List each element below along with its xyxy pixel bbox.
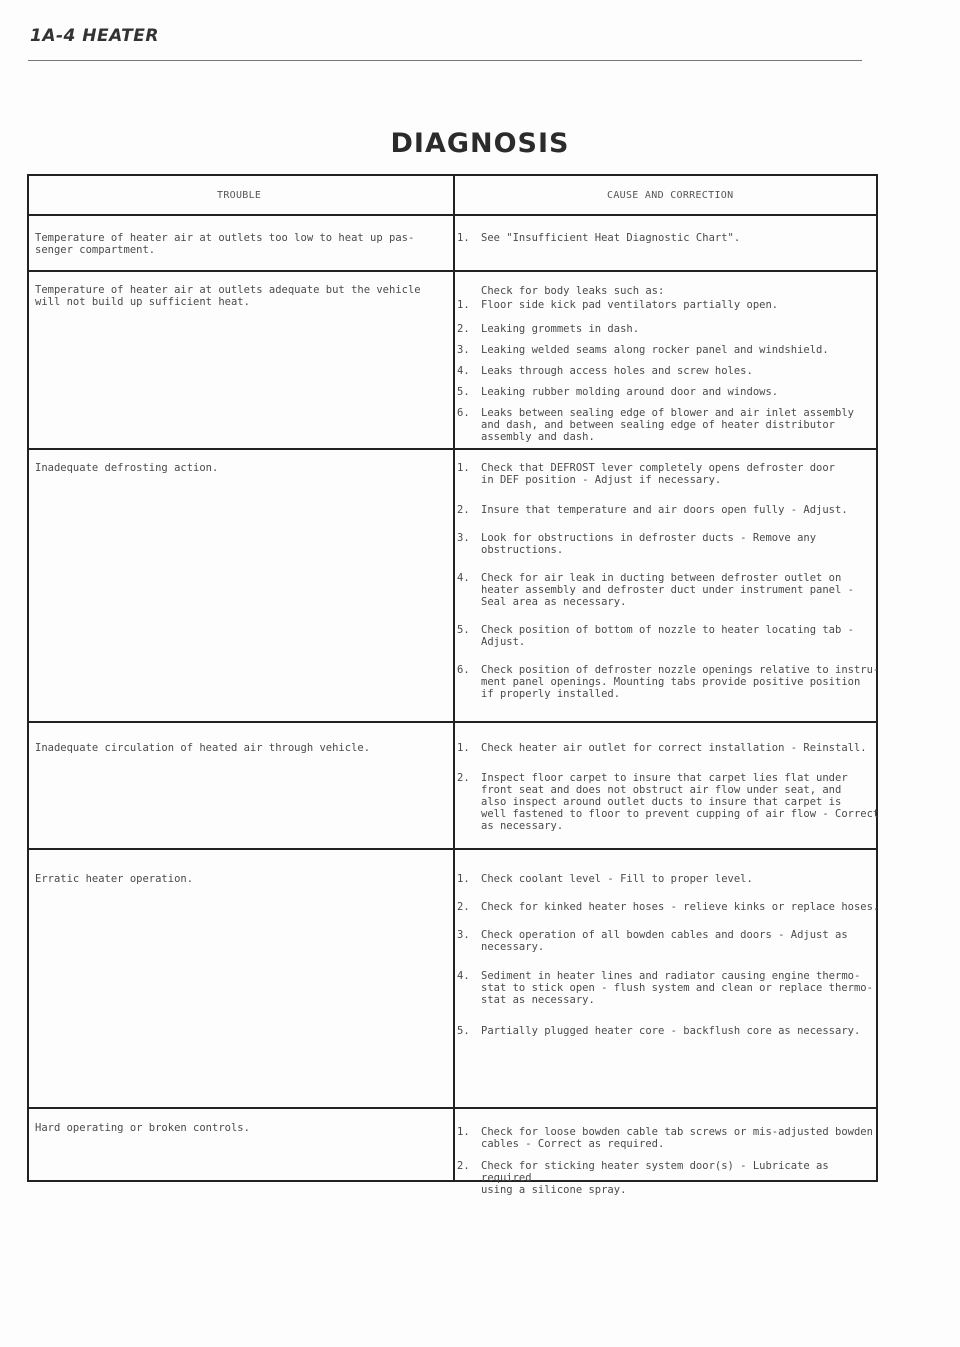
item-text: Check heater air outlet for correct installation - Reinstall. (481, 742, 867, 754)
trouble-text: Inadequate defrosting action. (35, 462, 219, 474)
item-number: 4. (457, 365, 470, 377)
item-number: 4. (457, 970, 470, 982)
item-number: 5. (457, 624, 470, 636)
item-text: Leaking grommets in dash. (481, 323, 640, 335)
item-number: 1. (457, 462, 470, 474)
item-text: Leaking rubber molding around door and windows. (481, 386, 779, 398)
column-header-cause: CAUSE AND CORRECTION (607, 190, 734, 201)
item-text: Check coolant level - Fill to proper level. (481, 873, 753, 885)
page-header (28, 22, 862, 61)
item-number: 1. (457, 873, 470, 885)
item-number: 3. (457, 929, 470, 941)
item-text: Check for sticking heater system door(s) - Lubricate as required using a silicone spray. (481, 1160, 829, 1196)
item-number: 5. (457, 386, 470, 398)
item-number: 1. (457, 1126, 470, 1138)
item-text: Insure that temperature and air doors open fully - Adjust. (481, 504, 848, 516)
trouble-text: Erratic heater operation. (35, 873, 194, 885)
item-number: 1. (457, 299, 470, 311)
row-divider (29, 214, 876, 216)
item-text: Check that DEFROST lever completely opens defroster door in DEF position - Adjust if necessary. (481, 462, 836, 486)
item-text: Leaks through access holes and screw holes. (481, 365, 753, 377)
item-number: 1. (457, 232, 470, 244)
item-text: Check operation of all bowden cables and doors - Adjust as necessary. (481, 929, 848, 953)
trouble-text: Temperature of heater air at outlets adequate but the vehicle will not build up sufficient heat. (35, 284, 421, 308)
item-number: 4. (457, 572, 470, 584)
item-text: Sediment in heater lines and radiator causing engine thermo- stat to stick open - flush system and clean or replace thermo- stat as necessary. (481, 970, 873, 1006)
item-number: 3. (457, 344, 470, 356)
item-number: 2. (457, 901, 470, 913)
trouble-text: Inadequate circulation of heated air through vehicle. (35, 742, 371, 754)
column-header-trouble: TROUBLE (217, 190, 262, 201)
item-text: Check for air leak in ducting between defroster outlet on heater assembly and defroster duct under instrument panel - Seal area as necessary. (481, 572, 854, 608)
page-title: DIAGNOSIS (390, 128, 570, 159)
row-divider (29, 721, 876, 723)
item-text: Leaks between sealing edge of blower and air inlet assembly and dash, and between sealing edge of heater distributor assembly and dash. (481, 407, 854, 443)
item-number: 6. (457, 407, 470, 419)
trouble-text: Temperature of heater air at outlets too low to heat up pas- senger compartment. (35, 232, 415, 256)
item-number: 2. (457, 1160, 470, 1172)
item-number: 3. (457, 532, 470, 544)
item-text: Leaking welded seams along rocker panel and windshield. (481, 344, 829, 356)
item-text: Check for kinked heater hoses - relieve kinks or replace hoses. (481, 901, 880, 913)
item-number: 1. (457, 742, 470, 754)
item-text: Floor side kick pad ventilators partially open. (481, 299, 779, 311)
row-divider (29, 848, 876, 850)
row-divider (29, 270, 876, 272)
item-number: 5. (457, 1025, 470, 1037)
item-number: 2. (457, 504, 470, 516)
row-divider (29, 448, 876, 450)
item-number: 2. (457, 772, 470, 784)
item-text: Look for obstructions in defroster ducts - Remove any obstructions. (481, 532, 817, 556)
diagnosis-table (27, 174, 880, 1196)
row-divider (29, 1107, 876, 1109)
cause-intro: Check for body leaks such as: (481, 285, 665, 297)
column-divider (453, 176, 455, 1180)
item-number: 6. (457, 664, 470, 676)
item-text: Check for loose bowden cable tab screws or mis-adjusted bowden cables - Correct as required. (481, 1126, 873, 1150)
item-number: 2. (457, 323, 470, 335)
item-text: See "Insufficient Heat Diagnostic Chart". (481, 232, 741, 244)
item-text: Inspect floor carpet to insure that carpet lies flat under front seat and does not obstruct air flow under seat, and also inspect around outlet ducts to insure that carpet is well fastened to floor to prevent cupping of air flow - Correct as necessary. (481, 772, 880, 832)
item-text: Partially plugged heater core - backflush core as necessary. (481, 1025, 861, 1037)
trouble-text: Hard operating or broken controls. (35, 1122, 250, 1134)
section-header: 1A-4 HEATER (30, 26, 159, 46)
item-text: Check position of defroster nozzle openings relative to instru- ment panel openings. Mounting tabs provide positive position if properly installed. (481, 664, 880, 700)
item-text: Check position of bottom of nozzle to heater locating tab - Adjust. (481, 624, 854, 648)
